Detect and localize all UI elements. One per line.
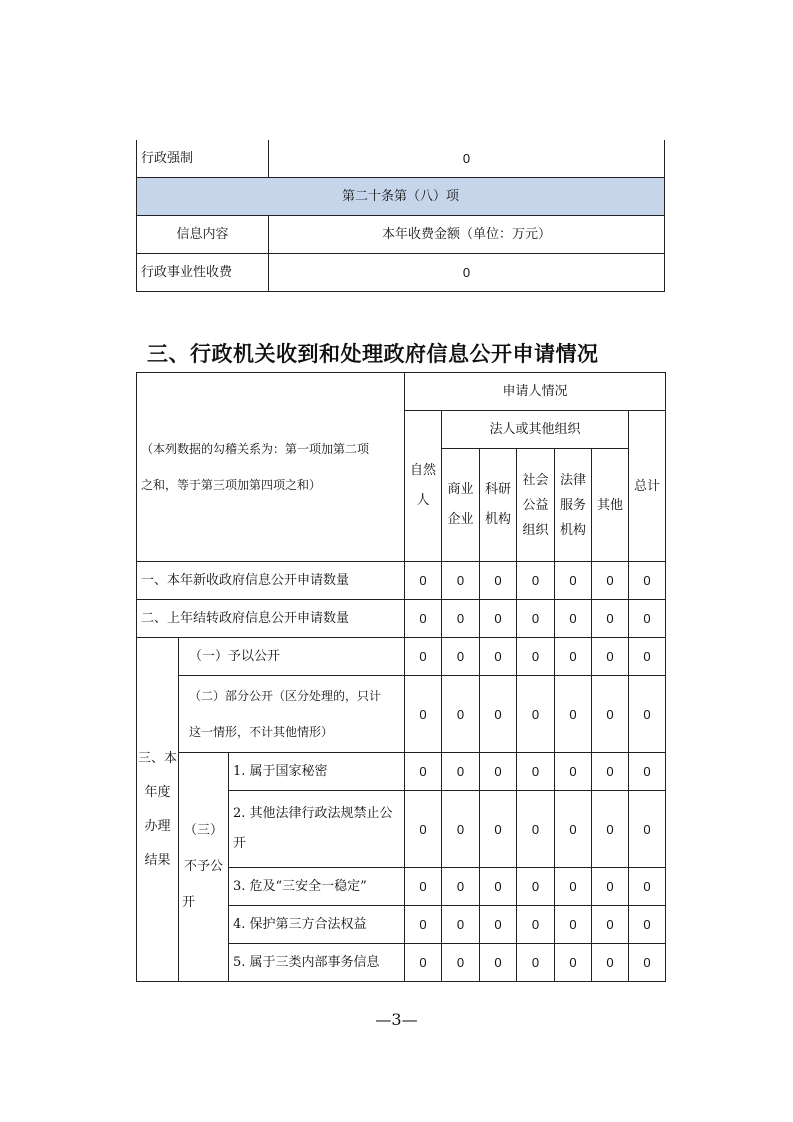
cell-value: 0 [592, 676, 629, 753]
cell-value: 0 [629, 868, 666, 906]
cell-value: 0 [592, 868, 629, 906]
row-label-text: （二）部分公开（区分处理的，只计 [189, 689, 382, 703]
column-header: 信息内容 [137, 216, 269, 254]
row-label [229, 791, 405, 868]
applicant-header: 申请人情况 [405, 373, 666, 411]
cell-value: 0 [442, 600, 480, 638]
cell-value: 0 [517, 676, 555, 753]
row-label: （一）予以公开 [179, 638, 405, 676]
row-label: 二、上年结转政府信息公开申请数量 [137, 600, 405, 638]
row-label-text: 这一情形，不计其他情形） [189, 725, 334, 739]
header-text: 企业 [447, 512, 474, 527]
header-text: 社会 [522, 472, 549, 488]
cell-value: 0 [555, 753, 592, 791]
note-line: （本列数据的勾稽关系为：第一项加第二项 [141, 442, 370, 456]
cell-value: 0 [480, 753, 517, 791]
table-row [137, 140, 665, 178]
cell-value: 0 [592, 791, 629, 868]
cell-value: 0 [480, 868, 517, 906]
cell-value: 0 [555, 791, 592, 868]
commercial-header [442, 449, 480, 562]
cell-value: 0 [629, 676, 666, 753]
row-label [179, 676, 405, 753]
row-label: 行政事业性收费 [137, 254, 269, 292]
relationship-note [137, 373, 405, 562]
cell-value: 0 [517, 944, 555, 982]
row-label: 行政强制 [137, 140, 269, 178]
cell-value: 0 [517, 562, 555, 600]
row-label: 1. 属于国家秘密 [229, 753, 405, 791]
applications-table [136, 372, 666, 982]
cell-value: 0 [405, 868, 442, 906]
cell-value: 0 [405, 753, 442, 791]
cell-value: 0 [442, 753, 480, 791]
total-header: 总计 [629, 411, 666, 562]
cell-value: 0 [629, 600, 666, 638]
cell-value: 0 [442, 868, 480, 906]
cell-value: 0 [555, 906, 592, 944]
cell-value: 0 [555, 638, 592, 676]
group-label-text: 结果 [144, 852, 171, 868]
cell-value: 0 [405, 676, 442, 753]
group-label [137, 638, 179, 982]
header-text: 法律 [559, 472, 586, 488]
cell-value: 0 [517, 906, 555, 944]
header-text: 公益 [522, 497, 549, 513]
header-text: 科研 [484, 482, 511, 497]
row-label-text: 开 [233, 836, 247, 851]
cell-value: 0 [405, 906, 442, 944]
group-label-text: 三、本 [137, 750, 177, 766]
header-text: 机构 [559, 522, 586, 538]
cell-value: 0 [480, 562, 517, 600]
group-label-text: 年度 [144, 784, 171, 800]
cell-value: 0 [480, 944, 517, 982]
cell-value: 0 [629, 562, 666, 600]
table-row [137, 676, 666, 753]
cell-value: 0 [405, 600, 442, 638]
cell-value: 0 [592, 753, 629, 791]
cell-value: 0 [405, 944, 442, 982]
cell-value: 0 [555, 600, 592, 638]
header-row [137, 373, 666, 411]
table-row [137, 753, 666, 791]
page-number: —3— [375, 1010, 418, 1029]
cell-value: 0 [442, 676, 480, 753]
row-label: 4. 保护第三方合法权益 [229, 906, 405, 944]
cell-value: 0 [517, 868, 555, 906]
table-row [137, 178, 665, 216]
subgroup-label-text: （三） [183, 823, 223, 838]
cell-value: 0 [405, 562, 442, 600]
cell-value: 0 [405, 791, 442, 868]
cell-value: 0 [555, 676, 592, 753]
cell-value: 0 [629, 638, 666, 676]
cell-value: 0 [442, 906, 480, 944]
group-label-text: 办理 [144, 818, 171, 834]
row-value: 0 [269, 140, 665, 178]
cell-value: 0 [629, 791, 666, 868]
cell-value: 0 [442, 638, 480, 676]
cell-value: 0 [480, 676, 517, 753]
header-text: 服务 [559, 497, 586, 513]
cell-value: 0 [517, 753, 555, 791]
row-value: 0 [269, 254, 665, 292]
cell-value: 0 [629, 906, 666, 944]
subgroup-label-text: 不予公 [183, 859, 223, 874]
cell-value: 0 [480, 906, 517, 944]
header-text: 人 [416, 493, 430, 508]
row-label: 5. 属于三类内部事务信息 [229, 944, 405, 982]
legal-org-header: 法人或其他组织 [442, 411, 629, 449]
cell-value: 0 [442, 562, 480, 600]
cell-value: 0 [592, 600, 629, 638]
table-row [137, 600, 666, 638]
note-line: 之和，等于第三项加第四项之和） [141, 478, 322, 492]
row-label: 3. 危及“三安全一稳定” [229, 868, 405, 906]
top-table [136, 140, 665, 292]
row-label: 一、本年新收政府信息公开申请数量 [137, 562, 405, 600]
section-title: 三、行政机关收到和处理政府信息公开申请情况 [147, 342, 599, 366]
cell-value: 0 [405, 638, 442, 676]
cell-value: 0 [592, 562, 629, 600]
header-text: 组织 [522, 522, 549, 538]
table-row [137, 216, 665, 254]
cell-value: 0 [592, 906, 629, 944]
subgroup-label [179, 753, 229, 982]
subgroup-label-text: 开 [182, 895, 196, 910]
header-text: 商业 [447, 482, 474, 497]
cell-value: 0 [629, 753, 666, 791]
cell-value: 0 [555, 944, 592, 982]
table-row [137, 638, 666, 676]
row-label-text: 2. 其他法律行政法规禁止公 [233, 806, 393, 821]
social-org-header [517, 449, 555, 562]
research-header [480, 449, 517, 562]
cell-value: 0 [555, 868, 592, 906]
table-row [137, 562, 666, 600]
cell-value: 0 [592, 944, 629, 982]
table-row [137, 254, 665, 292]
cell-value: 0 [442, 791, 480, 868]
column-header: 本年收费金额（单位：万元） [269, 216, 665, 254]
cell-value: 0 [517, 791, 555, 868]
section-band: 第二十条第（八）项 [137, 178, 665, 216]
cell-value: 0 [592, 638, 629, 676]
header-text: 机构 [484, 512, 511, 527]
cell-value: 0 [480, 600, 517, 638]
cell-value: 0 [629, 944, 666, 982]
cell-value: 0 [480, 791, 517, 868]
cell-value: 0 [555, 562, 592, 600]
natural-person-header [405, 411, 442, 562]
cell-value: 0 [517, 638, 555, 676]
legal-service-header [555, 449, 592, 562]
cell-value: 0 [517, 600, 555, 638]
cell-value: 0 [442, 944, 480, 982]
header-text: 自然 [409, 463, 436, 478]
cell-value: 0 [480, 638, 517, 676]
other-header: 其他 [592, 449, 629, 562]
